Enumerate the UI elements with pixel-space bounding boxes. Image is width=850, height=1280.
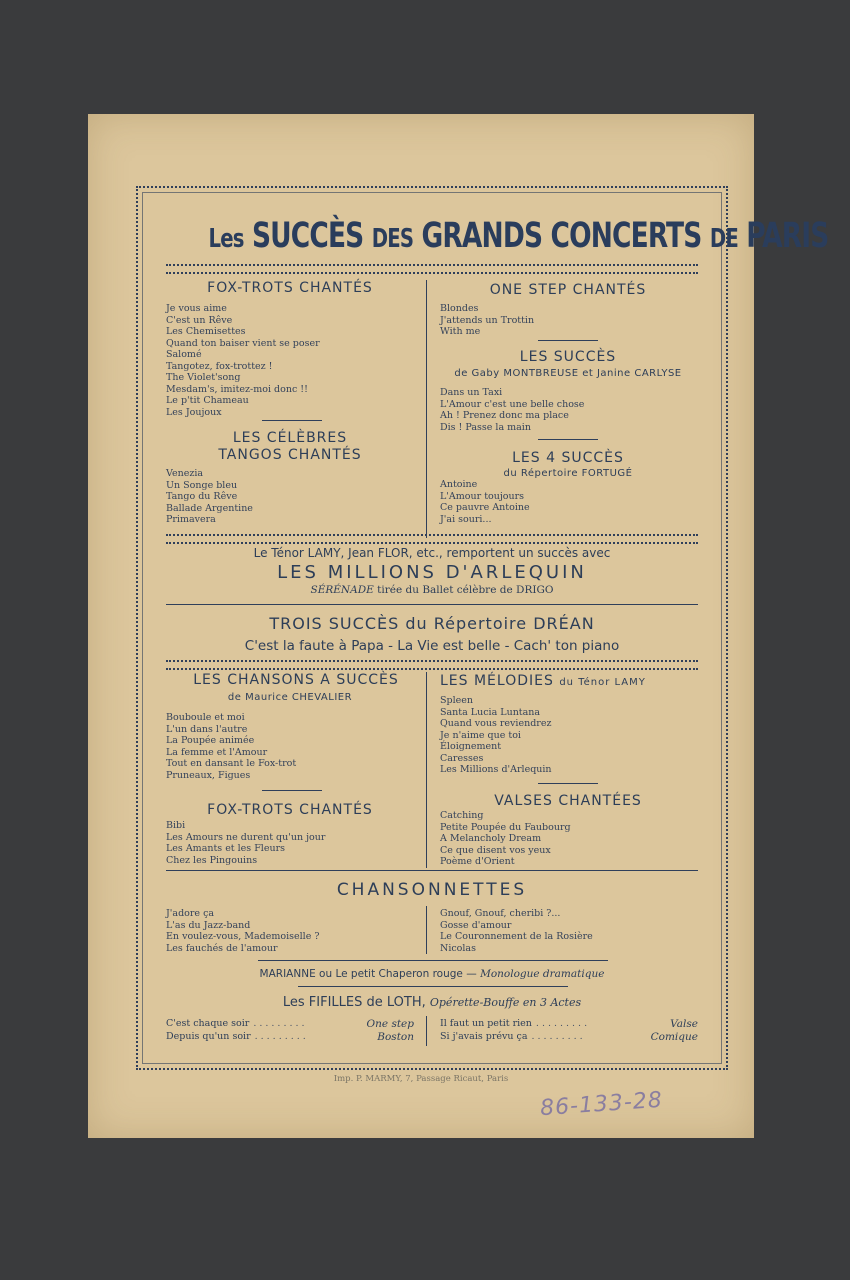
list-item: Ballade Argentine: [166, 502, 253, 514]
list-item: L'un dans l'autre: [166, 723, 248, 735]
onestep-list: [440, 303, 534, 338]
list-item: L'Amour toujours: [440, 490, 525, 502]
fifilles-row: Si j'avais prévu ça ......... Comique: [440, 1031, 698, 1043]
list-item: En voulez-vous, Mademoiselle ?: [166, 931, 320, 942]
list-item: Je n'aime que toi: [440, 729, 521, 741]
arlequin-serenade: SÉRÉNADE tirée du Ballet célèbre de DRIGO: [310, 584, 554, 596]
list-item: Spleen: [440, 695, 473, 706]
list-item: J'attends un Trottin: [440, 314, 535, 326]
tangos-heading-1: LES CÉLÈBRES: [232, 430, 348, 446]
list-item: Tangotez, fox-trottez !: [166, 360, 273, 372]
melodies-list: [440, 695, 552, 776]
title-divider: [166, 264, 698, 274]
fifilles-row: C'est chaque soir ......... One step: [166, 1018, 414, 1030]
list-item: Éloignement: [440, 741, 502, 752]
list-item: Caresses: [440, 752, 484, 764]
list-item: Les fauchés de l'amour: [166, 942, 278, 954]
list-item: With me: [440, 326, 481, 337]
gaby-heading: LES SUCCÈS: [519, 349, 617, 365]
column-divider-middle: [426, 672, 427, 868]
list-item: Quand vous reviendrez: [440, 718, 552, 729]
marianne-line: MARIANNE ou Le petit Chaperon rouge — Monologue dramatique: [259, 968, 605, 980]
fortuge-heading: LES 4 SUCCÈS: [512, 450, 624, 466]
fortuge-subheading: du Répertoire FORTUGÉ: [503, 468, 633, 479]
printer-imprint: Imp. P. MARMY, 7, Passage Ricaut, Paris: [333, 1074, 509, 1084]
list-item: La femme et l'Amour: [166, 746, 268, 758]
list-item: Dis ! Passe la main: [440, 421, 531, 433]
column-divider-top: [426, 280, 427, 538]
list-item: Salomé: [166, 349, 202, 360]
gaby-list: [440, 387, 584, 433]
list-item: Les Amours ne durent qu'un jour: [166, 831, 326, 843]
foxtrots-list: [166, 303, 320, 418]
list-item: L'Amour c'est une belle chose: [440, 398, 585, 410]
list-item: L'as du Jazz-band: [166, 919, 251, 931]
list-item: A Melancholy Dream: [440, 833, 542, 844]
list-item: Poème d'Orient: [440, 856, 515, 867]
list-item: J'ai souri...: [440, 513, 492, 525]
list-item: Un Songe bleu: [166, 479, 238, 491]
list-item: Primavera: [166, 514, 216, 525]
list-item: Blondes: [440, 303, 479, 314]
list-item: Mesdam's, imitez-moi donc !!: [166, 383, 308, 395]
list-item: Le p'tit Chameau: [166, 395, 249, 406]
list-item: J'adore ça: [166, 908, 215, 919]
list-item: The Violet'song: [166, 372, 241, 383]
list-item: Chez les Pingouins: [166, 854, 258, 866]
onestep-heading: ONE STEP CHANTÉS: [489, 282, 647, 298]
list-item: Tango du Rêve: [166, 491, 238, 502]
dotted-frame: [136, 186, 829, 1070]
list-item: Tout en dansant le Fox-trot: [166, 758, 297, 769]
list-item: Gnouf, Gnouf, cheribi ?...: [440, 908, 561, 919]
list-item: Bouboule et moi: [166, 712, 245, 723]
fortuge-list: [440, 479, 530, 525]
page-title: Les SUCCÈS DES GRANDS CONCERTS DE PARIS: [208, 216, 829, 256]
arlequin-title: LES MILLIONS D'ARLEQUIN: [277, 562, 587, 583]
drean-songs: C'est la faute à Papa - La Vie est belle - Cach' ton piano: [244, 638, 620, 654]
tangos-list: [166, 468, 253, 526]
chevalier-subheading: de Maurice CHEVALIER: [227, 692, 353, 703]
list-item: Pruneaux, Figues: [166, 769, 251, 781]
list-item: Les Amants et les Fleurs: [166, 843, 285, 854]
archive-mark: 86-133-28: [539, 1087, 664, 1122]
list-item: Les Chemisettes: [166, 326, 246, 337]
valses-list: [440, 810, 571, 868]
arlequin-intro: Le Ténor LAMY, Jean FLOR, etc., remportent un succès avec: [253, 546, 611, 560]
list-item: Ah ! Prenez donc ma place: [440, 410, 569, 421]
foxtrots2-list: [166, 820, 325, 866]
list-item: C'est un Rêve: [166, 314, 233, 326]
drean-title: TROIS SUCCÈS du Répertoire DRÉAN: [269, 614, 595, 633]
music-flyer-sheet: [88, 114, 829, 1138]
fifilles-title: Les FIFILLES de LOTH, Opérette-Bouffe en 3 Actes: [282, 995, 582, 1010]
list-item: Antoine: [440, 479, 478, 490]
chansonnettes-left-list: [166, 908, 319, 954]
list-item: Ce que disent vos yeux: [440, 844, 551, 856]
tangos-heading-2: TANGOS CHANTÉS: [218, 447, 362, 463]
list-item: Petite Poupée du Faubourg: [440, 821, 571, 833]
list-item: Dans un Taxi: [440, 387, 503, 398]
list-item: Le Couronnement de la Rosière: [440, 931, 593, 942]
chevalier-heading: LES CHANSONS A SUCCÈS: [193, 672, 399, 688]
list-item: Les Joujoux: [166, 406, 222, 418]
fifilles-row: Depuis qu'un soir ......... Boston: [166, 1031, 414, 1043]
list-item: Venezia: [166, 468, 204, 479]
list-item: Les Millions d'Arlequin: [440, 764, 552, 775]
valses-heading: VALSES CHANTÉES: [494, 793, 642, 809]
list-item: La Poupée animée: [166, 735, 255, 746]
list-item: Nicolas: [440, 942, 476, 954]
list-item: Gosse d'amour: [440, 919, 512, 931]
list-item: Catching: [440, 810, 484, 821]
gaby-subheading: de Gaby MONTBREUSE et Janine CARLYSE: [454, 368, 682, 379]
list-item: Santa Lucia Luntana: [440, 706, 541, 718]
melodies-heading: LES MÉLODIES du Ténor LAMY: [440, 673, 646, 689]
chansonnettes-heading: CHANSONNETTES: [336, 880, 528, 900]
foxtrots-heading: FOX-TROTS CHANTÉS: [207, 280, 373, 296]
list-item: Quand ton baiser vient se poser: [166, 337, 320, 349]
chansonnettes-right-list: [440, 908, 593, 954]
fifilles-row: Il faut un petit rien ......... Valse: [440, 1018, 698, 1030]
list-item: Ce pauvre Antoine: [440, 502, 530, 513]
chevalier-list: [166, 712, 296, 781]
list-item: Bibi: [166, 820, 186, 831]
list-item: Je vous aime: [166, 303, 227, 314]
foxtrots2-heading: FOX-TROTS CHANTÉS: [207, 802, 373, 818]
